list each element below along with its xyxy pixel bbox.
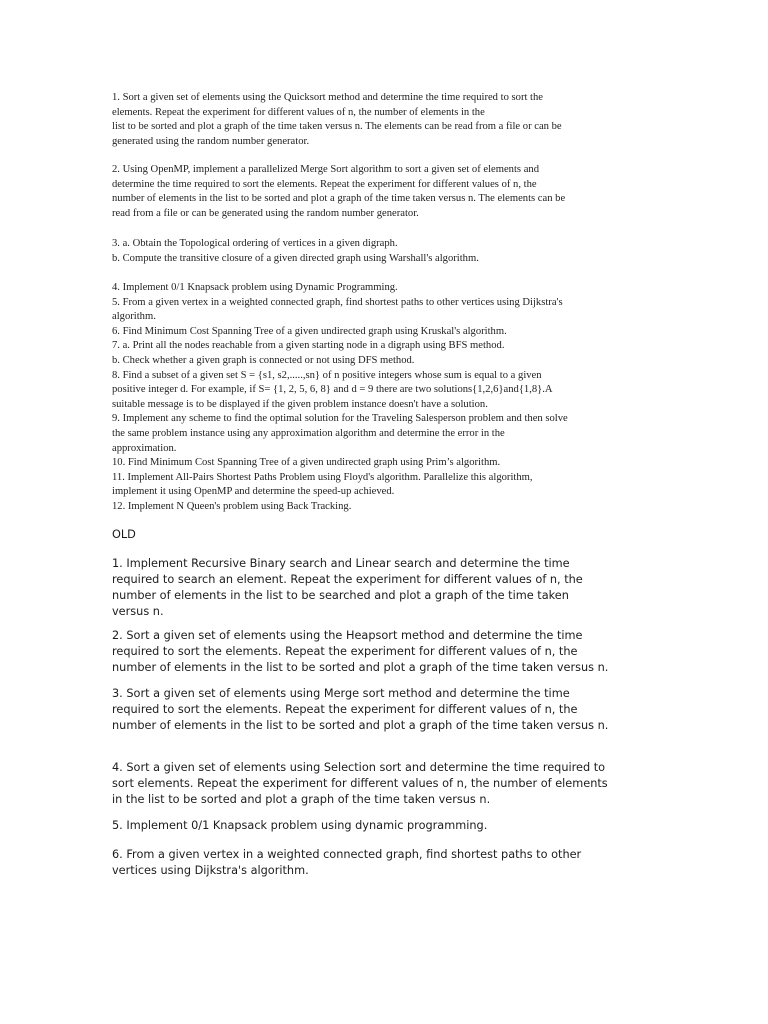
text-line: 12. Implement N Queen's problem using Back Tracking. — [112, 500, 352, 512]
text-line: 4. Sort a given set of elements using Selection sort and determine the time required to — [112, 761, 606, 774]
new-item-3 — [112, 237, 660, 266]
text-line: 5. Implement 0/1 Knapsack problem using dynamic programming. — [112, 819, 488, 832]
old-item-3 — [112, 686, 660, 734]
text-line: algorithm. — [112, 311, 156, 323]
old-item-5 — [112, 818, 660, 834]
text-line: number of elements in the list to be sorted and plot a graph of the time taken versus n. — [112, 719, 609, 732]
text-line: b. Check whether a given graph is connected or not using DFS method. — [112, 354, 415, 366]
text-line: 1. Implement Recursive Binary search and Linear search and determine the time — [112, 557, 570, 570]
new-item-2 — [112, 163, 660, 221]
text-line: generated using the random number generator. — [112, 135, 310, 147]
text-line: the same problem instance using any approximation algorithm and determine the error in the — [112, 427, 505, 439]
text-line: 6. Find Minimum Cost Spanning Tree of a given undirected graph using Kruskal's algorithm. — [112, 325, 507, 337]
text-line: required to sort the elements. Repeat the experiment for different values of n, the — [112, 645, 578, 658]
text-line: 10. Find Minimum Cost Spanning Tree of a given undirected graph using Prim’s algorithm. — [112, 457, 501, 469]
old-item-4 — [112, 760, 660, 808]
old-item-6 — [112, 847, 660, 879]
text-line: 2. Using OpenMP, implement a parallelized Merge Sort algorithm to sort a given set of elements and — [112, 164, 539, 175]
text-line: 4. Implement 0/1 Knapsack problem using Dynamic Programming. — [112, 282, 398, 293]
text-line: implement it using OpenMP and determine the speed-up achieved. — [112, 486, 395, 498]
new-items-4-12 — [112, 281, 660, 515]
text-line: b. Compute the transitive closure of a given directed graph using Warshall's algorithm. — [112, 252, 479, 264]
heading-text: OLD — [112, 528, 136, 541]
text-line: 7. a. Print all the nodes reachable from a given starting node in a digraph using BFS method. — [112, 340, 505, 352]
old-item-1 — [112, 556, 660, 620]
text-line: required to sort the elements. Repeat the experiment for different values of n, the — [112, 703, 578, 716]
text-line: number of elements in the list to be sorted and plot a graph of the time taken versus n. — [112, 661, 609, 674]
text-line: approximation. — [112, 442, 177, 454]
text-line: 3. Sort a given set of elements using Merge sort method and determine the time — [112, 687, 570, 700]
text-line: list to be sorted and plot a graph of the time taken versus n. The elements can be read from a file or can be — [112, 121, 562, 133]
text-line: positive integer d. For example, if S= {1, 2, 5, 6, 8} and d = 9 there are two solutions{1,2,6}and{1,8}.A — [112, 384, 553, 396]
text-line: 1. Sort a given set of elements using the Quicksort method and determine the time required to sort the — [112, 92, 544, 103]
text-line: 2. Sort a given set of elements using the Heapsort method and determine the time — [112, 629, 583, 642]
text-line: number of elements in the list to be sorted and plot a graph of the time taken versus n. The elements can be — [112, 193, 566, 205]
text-line: vertices using Dijkstra's algorithm. — [112, 864, 309, 877]
text-line: 6. From a given vertex in a weighted connected graph, find shortest paths to other — [112, 848, 582, 861]
text-line: read from a file or can be generated using the random number generator. — [112, 207, 419, 219]
text-line: suitable message is to be displayed if the given problem instance doesn't have a solution. — [112, 398, 488, 410]
text-line: determine the time required to sort the elements. Repeat the experiment for different values of n, the — [112, 178, 537, 190]
text-line: versus n. — [112, 605, 164, 618]
text-line: sort elements. Repeat the experiment for different values of n, the number of elements — [112, 777, 608, 790]
new-item-1 — [112, 91, 660, 149]
text-line: 9. Implement any scheme to find the optimal solution for the Traveling Salesperson problem and then solve — [112, 413, 568, 425]
old-item-2 — [112, 628, 660, 676]
text-line: 11. Implement All-Pairs Shortest Paths Problem using Floyd's algorithm. Parallelize this algorithm, — [112, 471, 533, 483]
text-line: number of elements in the list to be searched and plot a graph of the time taken — [112, 589, 569, 602]
text-line: in the list to be sorted and plot a graph of the time taken versus n. — [112, 793, 491, 806]
text-line: 8. Find a subset of a given set S = {s1, s2,.....,sn} of n positive integers whose sum is equal to a given — [112, 369, 542, 381]
old-section-heading — [112, 527, 660, 543]
text-line: 5. From a given vertex in a weighted connected graph, find shortest paths to other vertices using Dijkstra's — [112, 296, 563, 308]
text-line: 3. a. Obtain the Topological ordering of vertices in a given digraph. — [112, 238, 398, 249]
text-line: elements. Repeat the experiment for different values of n, the number of elements in the — [112, 106, 485, 118]
text-line: required to search an element. Repeat the experiment for different values of n, the — [112, 573, 583, 586]
